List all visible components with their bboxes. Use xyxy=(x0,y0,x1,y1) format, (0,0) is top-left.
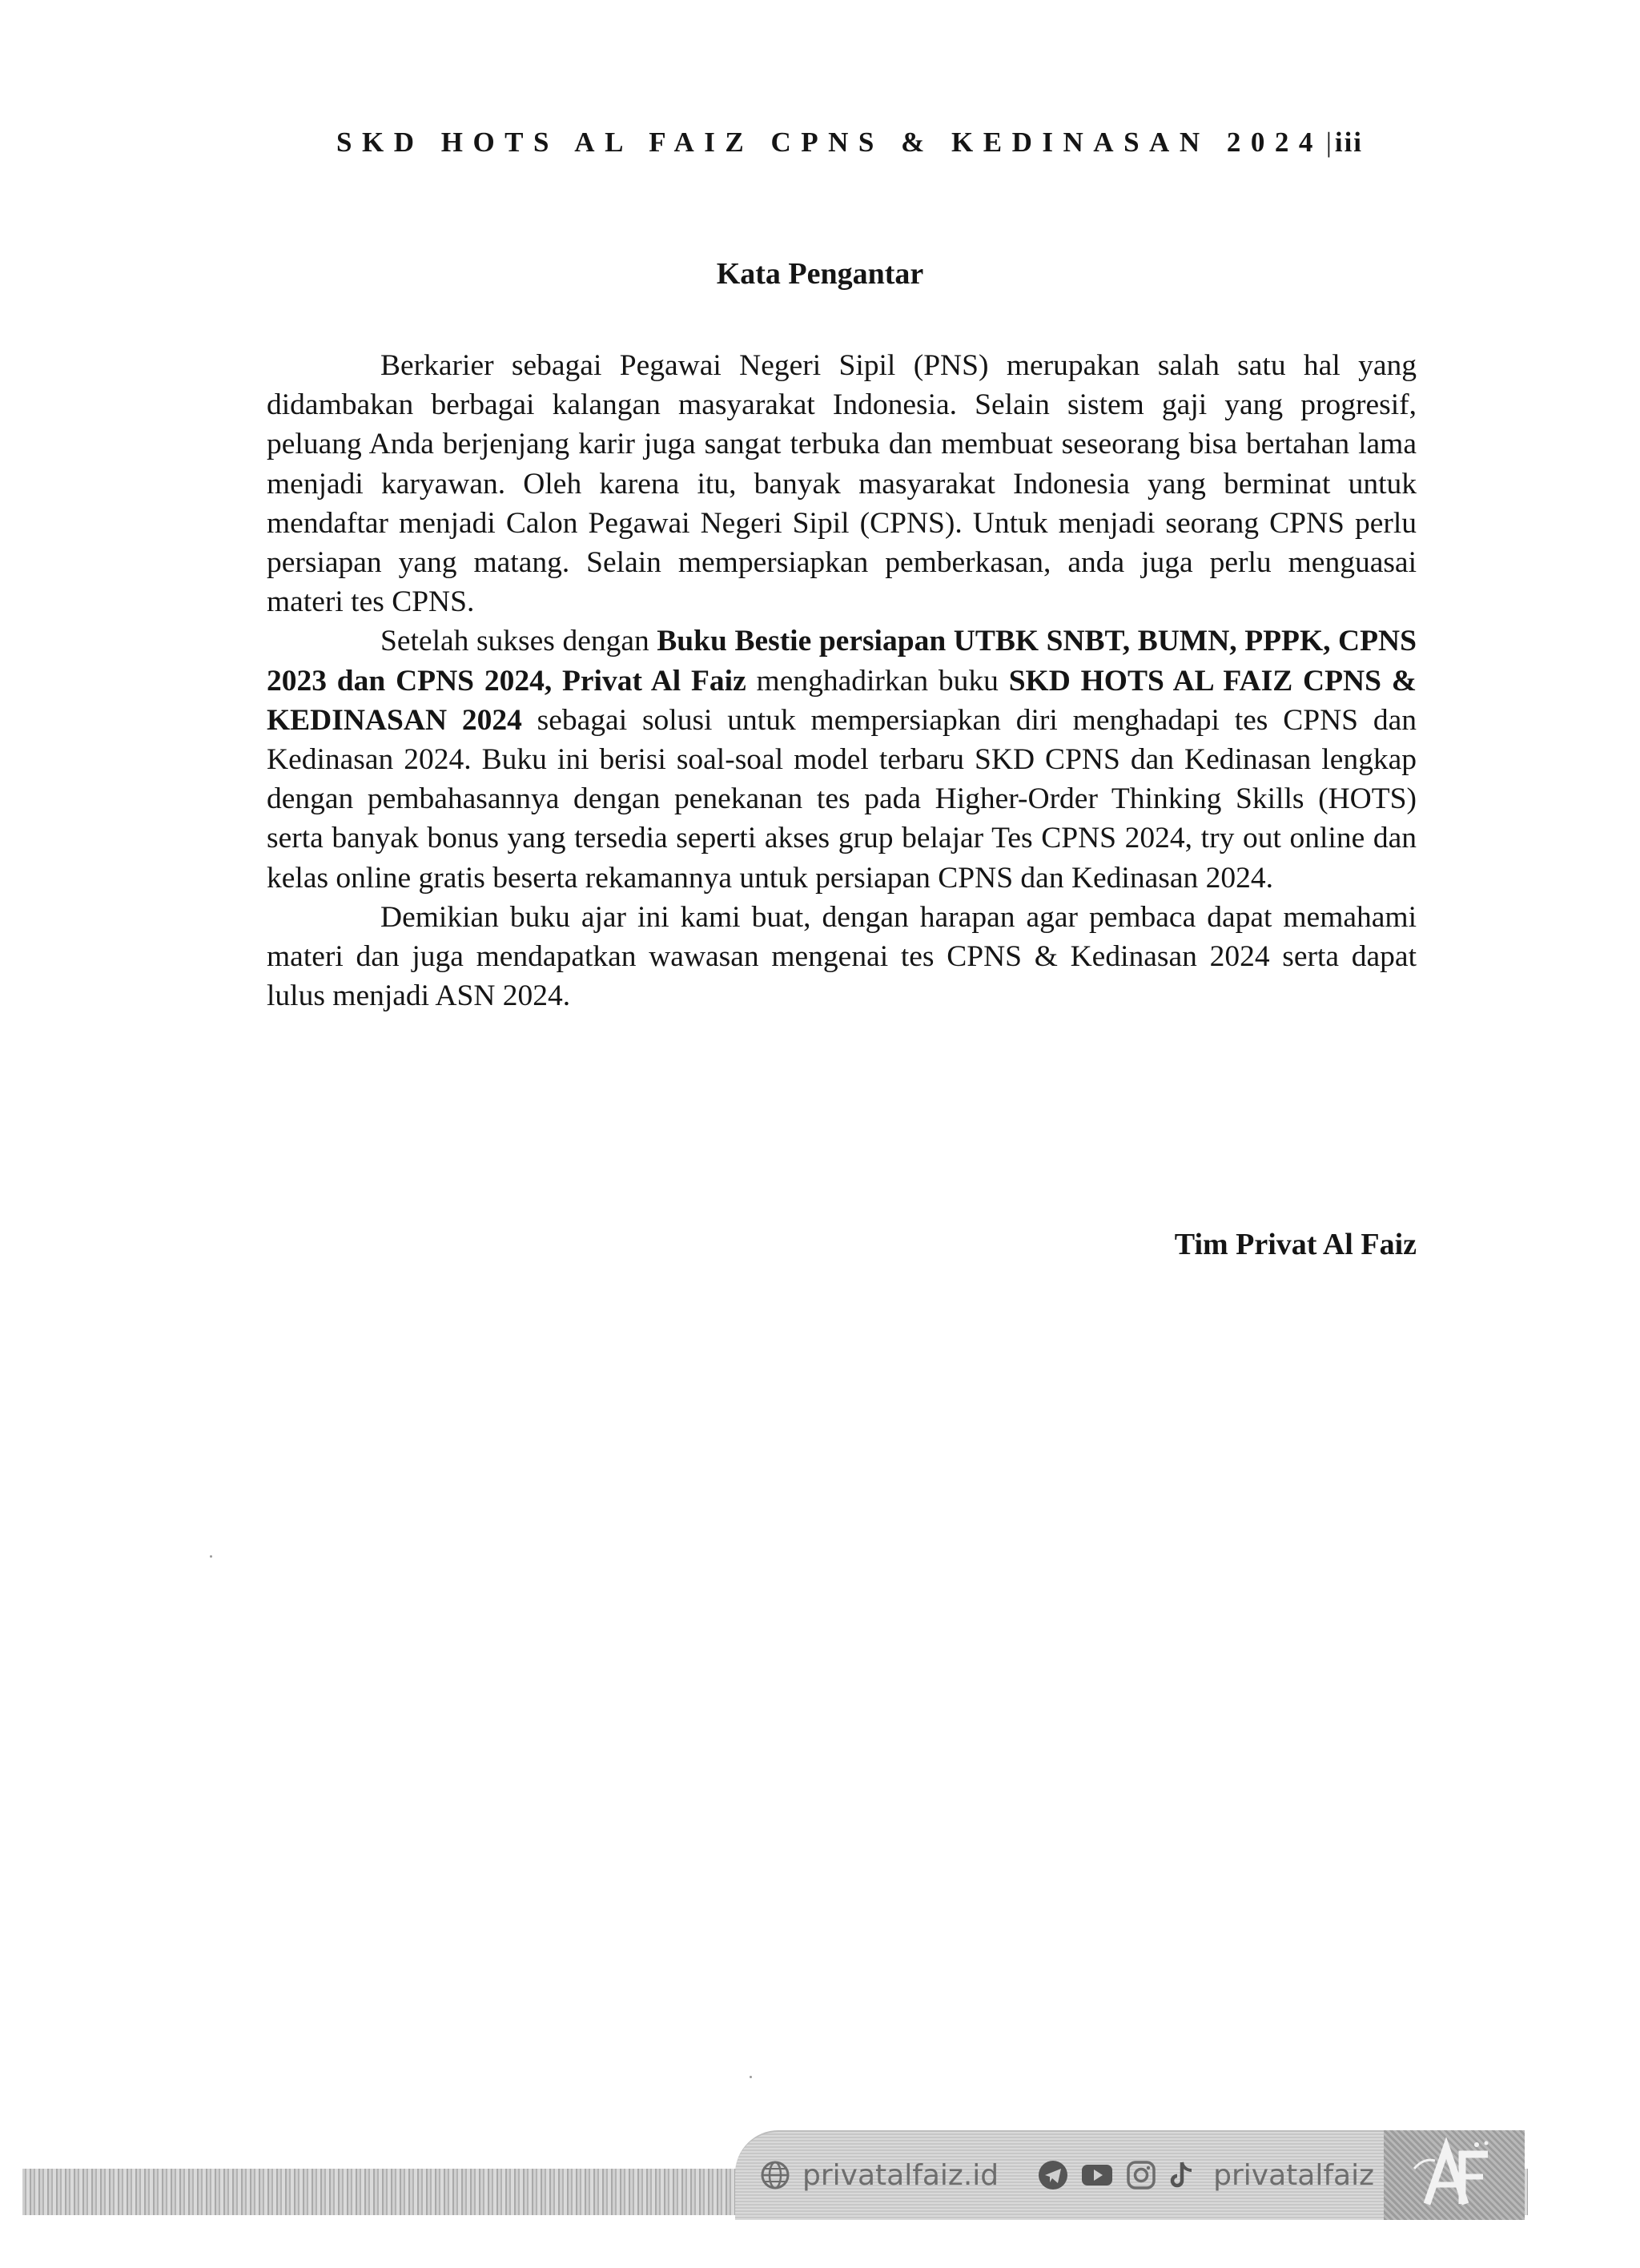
paragraph-2-bold-books: Buku Bestie persiapan UTBK SNBT, BUMN, PPPK, CPNS 2023 dan CPNS 2024, Privat Al Faiz xyxy=(267,625,1417,698)
instagram-icon[interactable] xyxy=(1125,2159,1157,2191)
telegram-icon[interactable] xyxy=(1037,2159,1069,2191)
tiktok-icon[interactable] xyxy=(1168,2159,1196,2191)
page-title: Kata Pengantar xyxy=(716,257,924,291)
running-header xyxy=(336,122,1419,163)
paragraph-2-end: sebagai solusi untuk mempersiapkan diri menghadapi tes CPNS dan Kedinasan 2024. Buku ini berisi soal-soal model terbaru SKD CPNS dan Kedinasan lengkap dengan pembahasannya dengan penekanan tes pada Higher-Order Thinking Skills (HOTS) serta banyak bonus yang tersedia seperti akses grup belajar Tes CPNS 2024, try out online dan kelas online gratis beserta rekamannya untuk persiapan CPNS dan Kedinasan 2024. xyxy=(267,703,1417,895)
signature: Tim Privat Al Faiz xyxy=(1174,1228,1417,1261)
website-link[interactable]: privatalfaiz.id xyxy=(802,2158,999,2192)
paragraph-2-start: Setelah sukses dengan xyxy=(380,625,657,658)
al-faiz-logo xyxy=(1384,2130,1525,2220)
footer-contact xyxy=(759,2146,1374,2204)
header-separator: | xyxy=(1325,127,1332,158)
paragraph-3: Demikian buku ajar ini kami buat, dengan harapan agar pembaca dapat memahami materi dan juga mendapatkan wawasan mengenai tes CPNS & Kedinasan 2024 serta dapat lulus menjadi ASN 2024. xyxy=(267,900,1417,1013)
youtube-icon[interactable] xyxy=(1080,2159,1114,2191)
scan-speck xyxy=(750,2076,752,2078)
paragraph-2-bold-title: SKD HOTS AL FAIZ CPNS & KEDINASAN 2024 xyxy=(267,664,1417,737)
paragraph-1: Berkarier sebagai Pegawai Negeri Sipil (PNS) merupakan salah satu hal yang didambakan berbagai kalangan masyarakat Indonesia. Selain sistem gaji yang progresif, peluang Anda berjenjang karir juga sangat terbuka dan membuat seseorang bisa bertahan lama menjadi karyawan. Oleh karena itu, banyak masyarakat Indonesia yang berminat untuk mendaftar menjadi Calon Pegawai Negeri Sipil (CPNS). Untuk menjadi seorang CPNS perlu persiapan yang matang. Selain mempersiapkan pemberkasan, anda juga perlu menguasai materi tes CPNS. xyxy=(267,349,1417,619)
running-title: SKD HOTS AL FAIZ CPNS & KEDINASAN 2024 xyxy=(336,127,1323,158)
globe-icon xyxy=(759,2159,791,2191)
paragraph-2-mid: menghadirkan buku xyxy=(746,664,1009,698)
social-handle[interactable]: privatalfaiz xyxy=(1213,2158,1374,2192)
page-number: iii xyxy=(1334,127,1364,158)
scan-speck xyxy=(210,1555,212,1558)
body-text xyxy=(267,346,1417,1015)
paragraph-2 xyxy=(267,621,1417,897)
